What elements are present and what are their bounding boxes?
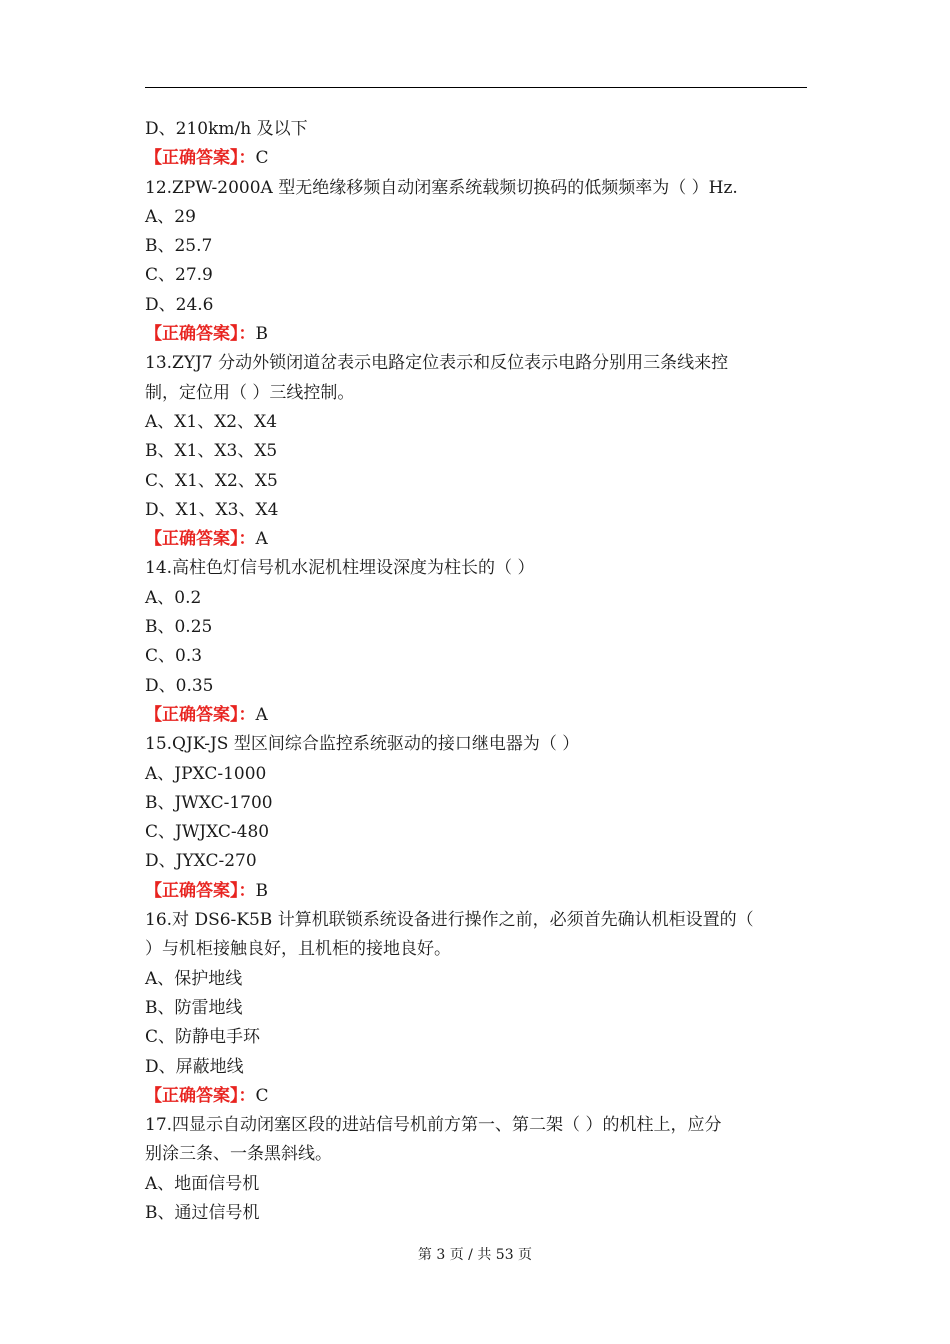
question-text: 制，定位用（ ）三线控制。 bbox=[145, 382, 355, 403]
answer-line bbox=[145, 1082, 810, 1111]
question-text: 12.ZPW-2000A 型无绝缘移频自动闭塞系统载频切换码的低频频率为（ ）Hz. bbox=[145, 177, 738, 198]
option-text: A、JPXC-1000 bbox=[145, 763, 267, 784]
answer-label: 【正确答案】： bbox=[145, 148, 256, 169]
option-text: C、X1、X2、X5 bbox=[145, 470, 278, 491]
option-text: C、防静电手环 bbox=[145, 1027, 261, 1048]
option-text: A、保护地线 bbox=[145, 968, 243, 989]
question-text: 13.ZYJ7 分动外锁闭道岔表示电路定位表示和反位表示电路分别用三条线来控 bbox=[145, 353, 729, 374]
option-text: D、X1、X3、X4 bbox=[145, 499, 279, 520]
option-text: C、27.9 bbox=[145, 265, 213, 286]
answer-label: 【正确答案】： bbox=[145, 1085, 256, 1106]
question-text: ）与机柜接触良好，且机柜的接地良好。 bbox=[145, 939, 451, 960]
option-text: B、0.25 bbox=[145, 617, 213, 638]
option-text: C、0.3 bbox=[145, 646, 203, 667]
option-text: A、0.2 bbox=[145, 587, 202, 608]
question-text: 16.对 DS6-K5B 计算机联锁系统设备进行操作之前，必须首先确认机柜设置的（ bbox=[145, 910, 754, 931]
header-rule bbox=[145, 87, 807, 88]
option-text: C、JWJXC-480 bbox=[145, 822, 270, 843]
option-text: B、25.7 bbox=[145, 236, 213, 257]
option-text: A、29 bbox=[145, 206, 196, 227]
answer-value: C bbox=[255, 1085, 269, 1106]
answer-value: C bbox=[255, 148, 269, 169]
answer-value: B bbox=[255, 880, 268, 901]
option-text: D、24.6 bbox=[145, 294, 214, 315]
answer-value: A bbox=[255, 529, 268, 550]
answer-label: 【正确答案】： bbox=[145, 529, 256, 550]
answer-line bbox=[145, 320, 810, 349]
option-text: B、防雷地线 bbox=[145, 997, 243, 1018]
question-text: 17.四显示自动闭塞区段的进站信号机前方第一、第二架（ ）的机柱上，应分 bbox=[145, 1115, 722, 1136]
answer-line bbox=[145, 877, 810, 906]
option-text: A、X1、X2、X4 bbox=[145, 411, 278, 432]
answer-value: A bbox=[255, 704, 268, 725]
answer-label: 【正确答案】： bbox=[145, 880, 256, 901]
question-text: 14.高柱色灯信号机水泥机柱埋设深度为柱长的（ ） bbox=[145, 558, 535, 579]
document-body bbox=[145, 115, 810, 1228]
answer-label: 【正确答案】： bbox=[145, 324, 256, 345]
answer-line bbox=[145, 525, 810, 554]
option-text: D、0.35 bbox=[145, 675, 214, 696]
option-text: D、210km/h 及以下 bbox=[145, 119, 308, 139]
answer-line bbox=[145, 701, 810, 730]
option-text: B、X1、X3、X5 bbox=[145, 441, 278, 462]
option-text: D、JYXC-270 bbox=[145, 851, 257, 872]
option-text: A、地面信号机 bbox=[145, 1173, 260, 1194]
question-text: 别涂三条、一条黑斜线。 bbox=[145, 1144, 332, 1165]
option-text: D、屏蔽地线 bbox=[145, 1056, 244, 1077]
option-text: B、通过信号机 bbox=[145, 1202, 260, 1223]
answer-line bbox=[145, 144, 810, 173]
option-text: B、JWXC-1700 bbox=[145, 792, 273, 813]
answer-label: 【正确答案】： bbox=[145, 704, 256, 725]
page-footer: 第 3 页 / 共 53 页 bbox=[417, 1247, 533, 1263]
answer-value: B bbox=[255, 324, 268, 345]
question-text: 15.QJK-JS 型区间综合监控系统驱动的接口继电器为（ ） bbox=[145, 734, 580, 755]
